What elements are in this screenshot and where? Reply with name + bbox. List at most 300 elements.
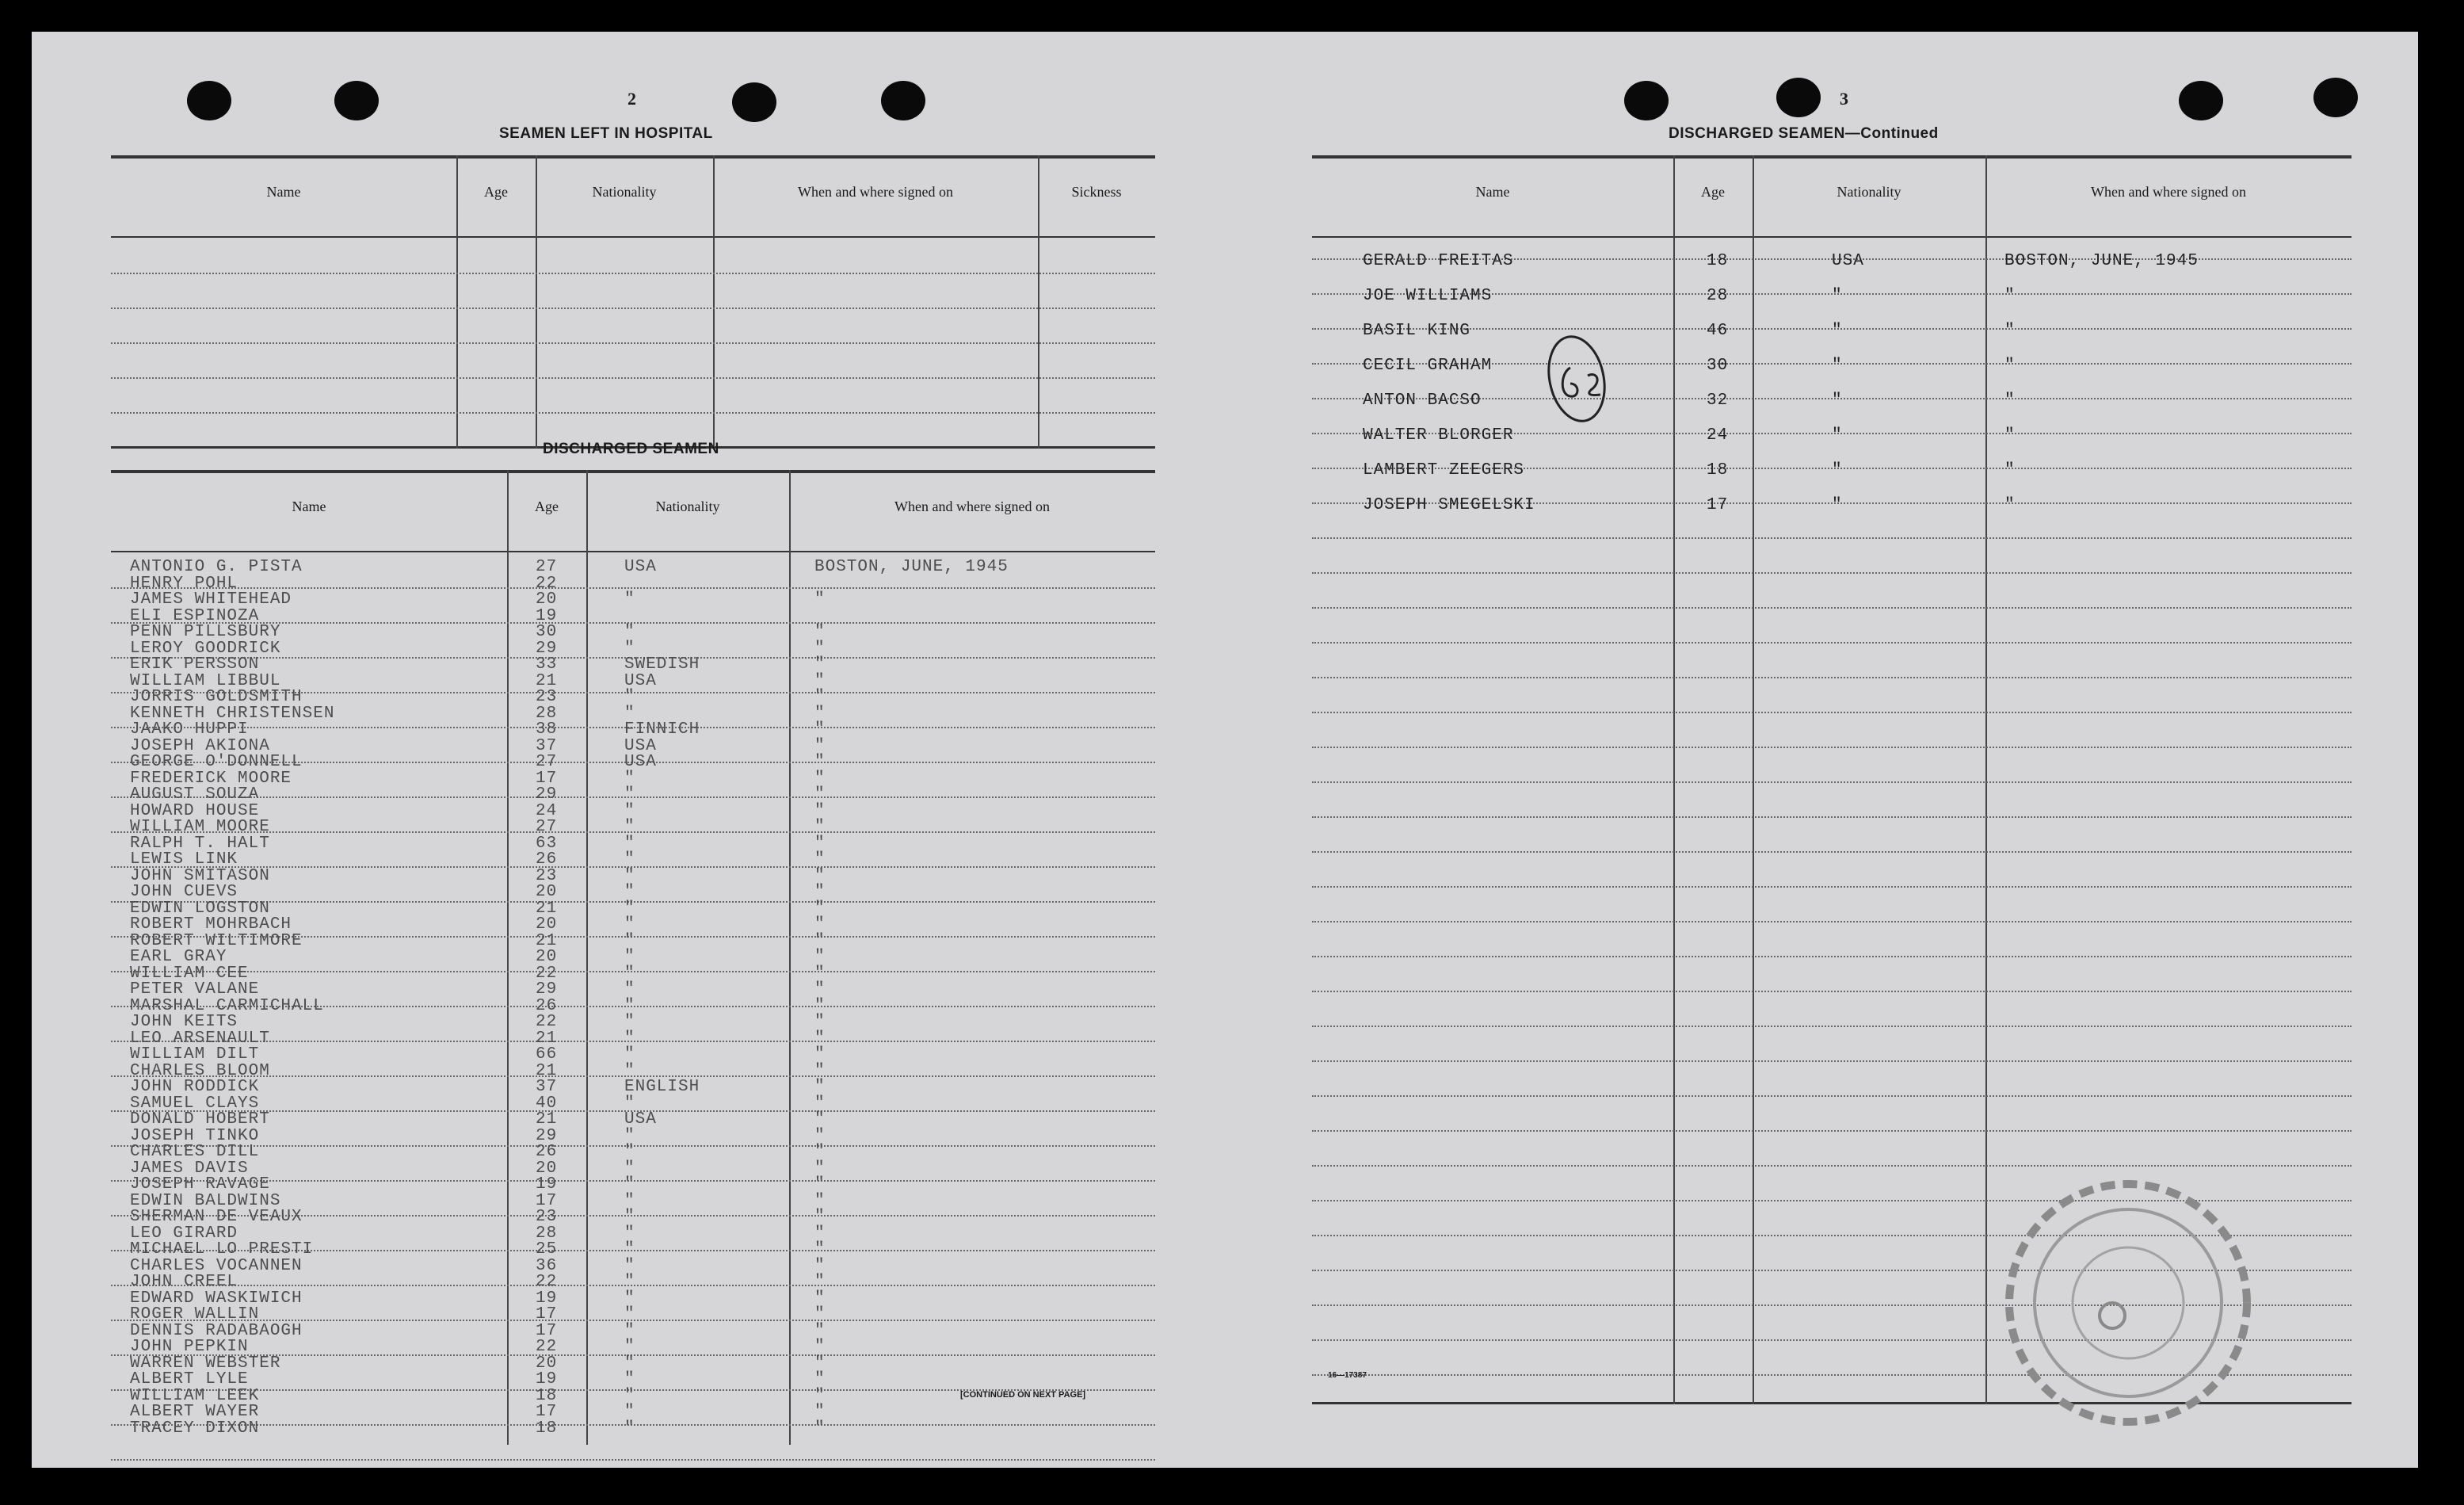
row-signed-on: " xyxy=(814,1208,826,1226)
row-age: 17 xyxy=(536,1305,558,1324)
row-signed-on: " xyxy=(2004,287,2016,305)
row-signed-on: " xyxy=(814,720,826,739)
continued-note: [CONTINUED ON NEXT PAGE] xyxy=(960,1390,1086,1400)
row-signed-on: " xyxy=(814,850,826,869)
row-signed-on: " xyxy=(814,1370,826,1388)
row-age: 33 xyxy=(536,655,558,674)
row-name: JORRIS GOLDSMITH xyxy=(130,688,303,706)
row-name: FREDERICK MOORE xyxy=(130,769,292,788)
ruled-line xyxy=(1312,1060,2351,1062)
row-age: 25 xyxy=(536,1240,558,1259)
row-nationality: " xyxy=(624,1094,635,1113)
row-signed-on: " xyxy=(2004,461,2016,479)
row-signed-on: " xyxy=(814,866,826,885)
ruled-line xyxy=(111,342,1155,344)
ruled-line xyxy=(1312,642,2351,644)
row-age: 46 xyxy=(1707,322,1729,340)
punch-hole xyxy=(732,82,776,122)
row-signed-on: " xyxy=(814,834,826,853)
row-age: 66 xyxy=(536,1045,558,1064)
punch-hole xyxy=(2313,78,2358,117)
row-age: 18 xyxy=(1707,252,1729,270)
ruled-line xyxy=(1312,781,2351,783)
row-signed-on: " xyxy=(814,980,826,999)
row-name: WARREN WEBSTER xyxy=(130,1354,281,1373)
row-nationality: " xyxy=(1832,426,1843,445)
row-nationality: " xyxy=(624,1029,635,1048)
row-nationality: " xyxy=(624,1191,635,1210)
column-header: When and where signed on xyxy=(798,184,953,200)
row-age: 19 xyxy=(536,606,558,625)
row-name: ERIK PERSSON xyxy=(130,655,260,674)
row-signed-on: " xyxy=(2004,357,2016,375)
row-signed-on: " xyxy=(814,1289,826,1308)
row-signed-on: " xyxy=(814,1013,826,1031)
row-signed-on: " xyxy=(814,1354,826,1373)
row-age: 29 xyxy=(536,785,558,804)
ruled-line xyxy=(1312,956,2351,957)
ruled-line xyxy=(1312,921,2351,922)
column-header: Nationality xyxy=(1837,184,1901,200)
row-nationality: ENGLISH xyxy=(624,1078,700,1096)
row-signed-on: BOSTON, JUNE, 1945 xyxy=(814,558,1009,576)
column-header: Age xyxy=(484,184,508,200)
row-signed-on: " xyxy=(814,590,826,609)
row-nationality: " xyxy=(624,883,635,901)
row-signed-on: " xyxy=(814,996,826,1015)
ruled-line xyxy=(1312,1165,2351,1167)
row-nationality: USA xyxy=(624,1110,657,1129)
row-name: WILLIAM DILT xyxy=(130,1045,260,1064)
discharged-section-title: DISCHARGED SEAMEN xyxy=(543,441,719,457)
row-name: KENNETH CHRISTENSEN xyxy=(130,704,335,723)
ruled-line xyxy=(1312,712,2351,713)
row-signed-on: " xyxy=(814,1126,826,1145)
row-name: DONALD HOBERT xyxy=(130,1110,270,1129)
row-nationality: " xyxy=(624,1143,635,1161)
row-nationality: " xyxy=(624,964,635,983)
row-age: 28 xyxy=(536,704,558,723)
row-name: LEO ARSENAULT xyxy=(130,1029,270,1048)
row-nationality: USA xyxy=(624,671,657,690)
row-signed-on: " xyxy=(814,964,826,983)
row-name: EARL GRAY xyxy=(130,948,227,966)
row-name: CECIL GRAHAM xyxy=(1363,357,1493,375)
row-signed-on: " xyxy=(814,1045,826,1064)
punch-hole xyxy=(881,81,925,120)
ruled-line xyxy=(1312,1026,2351,1027)
document-sheet xyxy=(32,32,2418,1468)
row-signed-on: " xyxy=(814,655,826,674)
row-signed-on: " xyxy=(814,1273,826,1291)
row-nationality: " xyxy=(624,1370,635,1388)
row-signed-on: " xyxy=(814,671,826,690)
row-signed-on: " xyxy=(814,623,826,641)
column-header: Age xyxy=(1701,184,1725,200)
row-signed-on: " xyxy=(814,1175,826,1194)
row-signed-on: " xyxy=(814,1386,826,1405)
ruled-line xyxy=(111,1459,1155,1461)
row-age: 28 xyxy=(536,1224,558,1243)
punch-hole xyxy=(187,81,231,120)
row-name: HOWARD HOUSE xyxy=(130,801,260,820)
row-signed-on: " xyxy=(814,736,826,755)
row-age: 27 xyxy=(536,753,558,771)
row-name: JOHN RODDICK xyxy=(130,1078,260,1096)
row-signed-on: " xyxy=(814,899,826,918)
row-nationality: " xyxy=(624,1256,635,1275)
ruled-line xyxy=(1312,677,2351,678)
row-nationality: " xyxy=(624,834,635,853)
row-age: 38 xyxy=(536,720,558,739)
row-name: SHERMAN DE VEAUX xyxy=(130,1208,303,1226)
row-name: GEORGE O'DONNELL xyxy=(130,753,303,771)
row-nationality: " xyxy=(624,1419,635,1438)
row-name: ROGER WALLIN xyxy=(130,1305,260,1324)
row-age: 21 xyxy=(536,1061,558,1080)
column-header: Name xyxy=(292,498,326,514)
row-nationality: " xyxy=(624,996,635,1015)
row-nationality: " xyxy=(624,1354,635,1373)
page-number-left: 2 xyxy=(627,89,636,109)
row-name: MICHAEL LO PRESTI xyxy=(130,1240,314,1259)
row-nationality: " xyxy=(624,1045,635,1064)
row-age: 19 xyxy=(536,1175,558,1194)
row-nationality: " xyxy=(624,1159,635,1178)
row-name: JOHN SMITASON xyxy=(130,866,270,885)
row-name: JAAKO HUPPI xyxy=(130,720,249,739)
row-signed-on: " xyxy=(814,818,826,836)
row-nationality: " xyxy=(624,688,635,706)
ruled-line xyxy=(1312,747,2351,748)
punch-hole xyxy=(1776,78,1821,117)
row-age: 18 xyxy=(536,1419,558,1438)
row-signed-on: " xyxy=(2004,496,2016,514)
row-age: 17 xyxy=(536,1191,558,1210)
row-signed-on: " xyxy=(814,1321,826,1340)
row-age: 36 xyxy=(536,1256,558,1275)
row-nationality: " xyxy=(624,948,635,966)
ruled-line xyxy=(1312,886,2351,888)
row-signed-on: " xyxy=(814,688,826,706)
row-nationality: " xyxy=(624,980,635,999)
continued-section-title: DISCHARGED SEAMEN—Continued xyxy=(1669,125,1939,142)
row-signed-on: " xyxy=(814,639,826,658)
row-age: 29 xyxy=(536,980,558,999)
row-name: LEO GIRARD xyxy=(130,1224,238,1243)
ruled-line xyxy=(1312,537,2351,539)
column-header: Age xyxy=(535,498,559,514)
row-age: 24 xyxy=(536,801,558,820)
row-signed-on: " xyxy=(814,785,826,804)
row-nationality: " xyxy=(624,1208,635,1226)
row-age: 26 xyxy=(536,1143,558,1161)
row-name: JOSEPH RAVAGE xyxy=(130,1175,270,1194)
row-name: ALBERT WAYER xyxy=(130,1403,260,1421)
row-nationality: " xyxy=(624,850,635,869)
column-divider xyxy=(1673,155,1675,1404)
row-nationality: " xyxy=(624,931,635,950)
punch-hole xyxy=(334,81,379,120)
row-name: JOHN PEPKIN xyxy=(130,1338,249,1356)
row-signed-on: BOSTON, JUNE, 1945 xyxy=(2004,252,2199,270)
row-age: 23 xyxy=(536,866,558,885)
row-name: MARSHAL CARMICHALL xyxy=(130,996,324,1015)
row-nationality: USA xyxy=(1832,252,1864,270)
row-age: 29 xyxy=(536,1126,558,1145)
row-signed-on: " xyxy=(2004,322,2016,340)
row-age: 19 xyxy=(536,1289,558,1308)
row-nationality: " xyxy=(1832,461,1843,479)
row-name: JOSEPH TINKO xyxy=(130,1126,260,1145)
row-name: ALBERT LYLE xyxy=(130,1370,249,1388)
row-signed-on: " xyxy=(814,1338,826,1356)
row-age: 20 xyxy=(536,1159,558,1178)
row-age: 20 xyxy=(536,915,558,934)
row-signed-on: " xyxy=(814,1403,826,1421)
row-name: ROBERT MOHRBACH xyxy=(130,915,292,934)
row-nationality: " xyxy=(624,639,635,658)
ruled-line xyxy=(1312,851,2351,853)
row-nationality: " xyxy=(624,1013,635,1031)
row-nationality: " xyxy=(624,1224,635,1243)
row-name: ANTON BACSO xyxy=(1363,392,1482,410)
row-name: JOE WILLIAMS xyxy=(1363,287,1493,305)
column-header: When and where signed on xyxy=(2091,184,2246,200)
column-divider xyxy=(789,470,791,1445)
row-nationality: " xyxy=(624,1126,635,1145)
row-signed-on: " xyxy=(814,1224,826,1243)
row-name: WILLIAM CEE xyxy=(130,964,249,983)
row-age: 37 xyxy=(536,736,558,755)
row-nationality: " xyxy=(624,1386,635,1405)
row-name: PETER VALANE xyxy=(130,980,260,999)
row-signed-on: " xyxy=(814,1256,826,1275)
row-age: 21 xyxy=(536,1029,558,1048)
column-header: Name xyxy=(266,184,301,200)
row-name: JOHN CREEL xyxy=(130,1273,238,1291)
row-nationality: " xyxy=(624,866,635,885)
row-signed-on: " xyxy=(814,931,826,950)
row-age: 23 xyxy=(536,1208,558,1226)
ruled-line xyxy=(111,377,1155,379)
row-name: BASIL KING xyxy=(1363,322,1471,340)
row-nationality: " xyxy=(624,1403,635,1421)
row-nationality: USA xyxy=(624,736,657,755)
row-signed-on: " xyxy=(814,1191,826,1210)
row-signed-on: " xyxy=(814,1143,826,1161)
row-age: 17 xyxy=(536,1403,558,1421)
row-nationality: " xyxy=(624,1305,635,1324)
row-age: 27 xyxy=(536,818,558,836)
row-age: 21 xyxy=(536,899,558,918)
row-name: EDWIN LOGSTON xyxy=(130,899,270,918)
row-age: 17 xyxy=(536,1321,558,1340)
row-signed-on: " xyxy=(814,1305,826,1324)
row-age: 19 xyxy=(536,1370,558,1388)
column-header: Nationality xyxy=(592,184,657,200)
row-age: 20 xyxy=(536,883,558,901)
row-name: SAMUEL CLAYS xyxy=(130,1094,260,1113)
row-name: LEWIS LINK xyxy=(130,850,238,869)
row-nationality: USA xyxy=(624,753,657,771)
row-name: LEROY GOODRICK xyxy=(130,639,281,658)
row-age: 21 xyxy=(536,671,558,690)
column-divider xyxy=(507,470,509,1445)
row-age: 18 xyxy=(1707,461,1729,479)
row-age: 22 xyxy=(536,964,558,983)
row-age: 26 xyxy=(536,850,558,869)
row-age: 22 xyxy=(536,1273,558,1291)
row-nationality: " xyxy=(624,590,635,609)
row-nationality: " xyxy=(624,1289,635,1308)
row-nationality: " xyxy=(624,704,635,723)
ruled-line xyxy=(1312,1095,2351,1097)
row-age: 22 xyxy=(536,1013,558,1031)
row-name: DENNIS RADABAOGH xyxy=(130,1321,303,1340)
row-nationality: " xyxy=(624,1338,635,1356)
row-name: EDWIN BALDWINS xyxy=(130,1191,281,1210)
punch-hole xyxy=(1624,81,1669,120)
row-signed-on: " xyxy=(814,915,826,934)
row-signed-on: " xyxy=(814,1094,826,1113)
row-nationality: " xyxy=(624,1321,635,1340)
row-signed-on: " xyxy=(814,883,826,901)
row-age: 17 xyxy=(536,769,558,788)
row-name: JOHN KEITS xyxy=(130,1013,238,1031)
row-signed-on: " xyxy=(814,1078,826,1096)
ruled-line xyxy=(1312,1130,2351,1132)
row-name: ELI ESPINOZA xyxy=(130,606,260,625)
row-name: TRACEY DIXON xyxy=(130,1419,260,1438)
row-age: 30 xyxy=(1707,357,1729,375)
row-signed-on: " xyxy=(814,769,826,788)
row-name: WILLIAM LIBBUL xyxy=(130,671,281,690)
row-age: 21 xyxy=(536,931,558,950)
row-name: JAMES DAVIS xyxy=(130,1159,249,1178)
column-header: Sickness xyxy=(1071,184,1122,200)
row-age: 18 xyxy=(536,1386,558,1405)
row-age: 20 xyxy=(536,590,558,609)
row-age: 21 xyxy=(536,1110,558,1129)
row-name: LAMBERT ZEEGERS xyxy=(1363,461,1525,479)
row-age: 37 xyxy=(536,1078,558,1096)
row-signed-on: " xyxy=(814,1110,826,1129)
row-nationality: " xyxy=(624,1175,635,1194)
column-divider xyxy=(586,470,588,1445)
row-age: 63 xyxy=(536,834,558,853)
row-age: 23 xyxy=(536,688,558,706)
ruled-line xyxy=(1312,816,2351,818)
row-nationality: FINNICH xyxy=(624,720,700,739)
row-name: GERALD FREITAS xyxy=(1363,252,1514,270)
ruled-line xyxy=(111,273,1155,274)
row-signed-on: " xyxy=(814,1061,826,1080)
row-signed-on: " xyxy=(814,1419,826,1438)
handwritten-annotation xyxy=(1539,327,1626,430)
row-signed-on: " xyxy=(814,801,826,820)
ruled-line xyxy=(1312,607,2351,609)
ruled-line xyxy=(111,587,1155,589)
row-name: AUGUST SOUZA xyxy=(130,785,260,804)
row-nationality: " xyxy=(624,1240,635,1259)
row-name: JOSEPH AKIONA xyxy=(130,736,270,755)
row-name: WILLIAM MOORE xyxy=(130,818,270,836)
hospital-section-title: SEAMEN LEFT IN HOSPITAL xyxy=(499,125,713,142)
received-stamp xyxy=(1993,1168,2263,1438)
row-nationality: " xyxy=(624,915,635,934)
row-nationality: USA xyxy=(624,558,657,576)
hospital-table xyxy=(111,155,1155,449)
row-signed-on: " xyxy=(814,753,826,771)
row-nationality: " xyxy=(624,801,635,820)
row-name: WILLIAM LEEK xyxy=(130,1386,260,1405)
row-nationality: " xyxy=(1832,357,1843,375)
row-name: RALPH T. HALT xyxy=(130,834,270,853)
row-nationality: " xyxy=(624,818,635,836)
row-name: ROBERT WILTIMORE xyxy=(130,931,303,950)
row-name: HENRY POHL xyxy=(130,574,238,593)
column-divider xyxy=(1753,155,1754,1404)
row-nationality: " xyxy=(1832,322,1843,340)
column-header: Nationality xyxy=(655,498,720,514)
row-signed-on: " xyxy=(814,1029,826,1048)
row-name: CHARLES BLOOM xyxy=(130,1061,270,1080)
row-nationality: " xyxy=(624,1061,635,1080)
row-nationality: " xyxy=(624,1273,635,1291)
row-name: JOHN CUEVS xyxy=(130,883,238,901)
row-age: 17 xyxy=(1707,496,1729,514)
ruled-line xyxy=(1312,991,2351,992)
row-name: WALTER BLORGER xyxy=(1363,426,1514,445)
punch-hole xyxy=(2179,81,2223,120)
row-age: 22 xyxy=(536,574,558,593)
row-signed-on: " xyxy=(2004,426,2016,445)
row-signed-on: " xyxy=(814,948,826,966)
row-name: JOSEPH SMEGELSKI xyxy=(1363,496,1535,514)
row-age: 20 xyxy=(536,948,558,966)
row-nationality: " xyxy=(624,623,635,641)
row-name: EDWARD WASKIWICH xyxy=(130,1289,303,1308)
ruled-line xyxy=(111,412,1155,414)
row-age: 40 xyxy=(536,1094,558,1113)
row-nationality: " xyxy=(1832,496,1843,514)
form-number: 16—17387 xyxy=(1328,1371,1367,1380)
row-age: 28 xyxy=(1707,287,1729,305)
row-name: PENN PILLSBURY xyxy=(130,623,281,641)
row-nationality: " xyxy=(624,899,635,918)
column-header: When and where signed on xyxy=(894,498,1050,514)
row-age: 20 xyxy=(536,1354,558,1373)
row-age: 32 xyxy=(1707,392,1729,410)
row-signed-on: " xyxy=(2004,392,2016,410)
row-nationality: " xyxy=(624,769,635,788)
row-age: 22 xyxy=(536,1338,558,1356)
column-header: Name xyxy=(1475,184,1510,200)
page-number-right: 3 xyxy=(1840,89,1848,109)
row-nationality: " xyxy=(1832,287,1843,305)
row-name: CHARLES VOCANNEN xyxy=(130,1256,303,1275)
ruled-line xyxy=(1312,572,2351,574)
row-signed-on: " xyxy=(814,704,826,723)
row-nationality: SWEDISH xyxy=(624,655,700,674)
row-name: CHARLES DILL xyxy=(130,1143,260,1161)
row-signed-on: " xyxy=(814,1240,826,1259)
ruled-line xyxy=(111,307,1155,309)
row-age: 30 xyxy=(536,623,558,641)
row-age: 24 xyxy=(1707,426,1729,445)
column-divider xyxy=(1985,155,1987,1404)
